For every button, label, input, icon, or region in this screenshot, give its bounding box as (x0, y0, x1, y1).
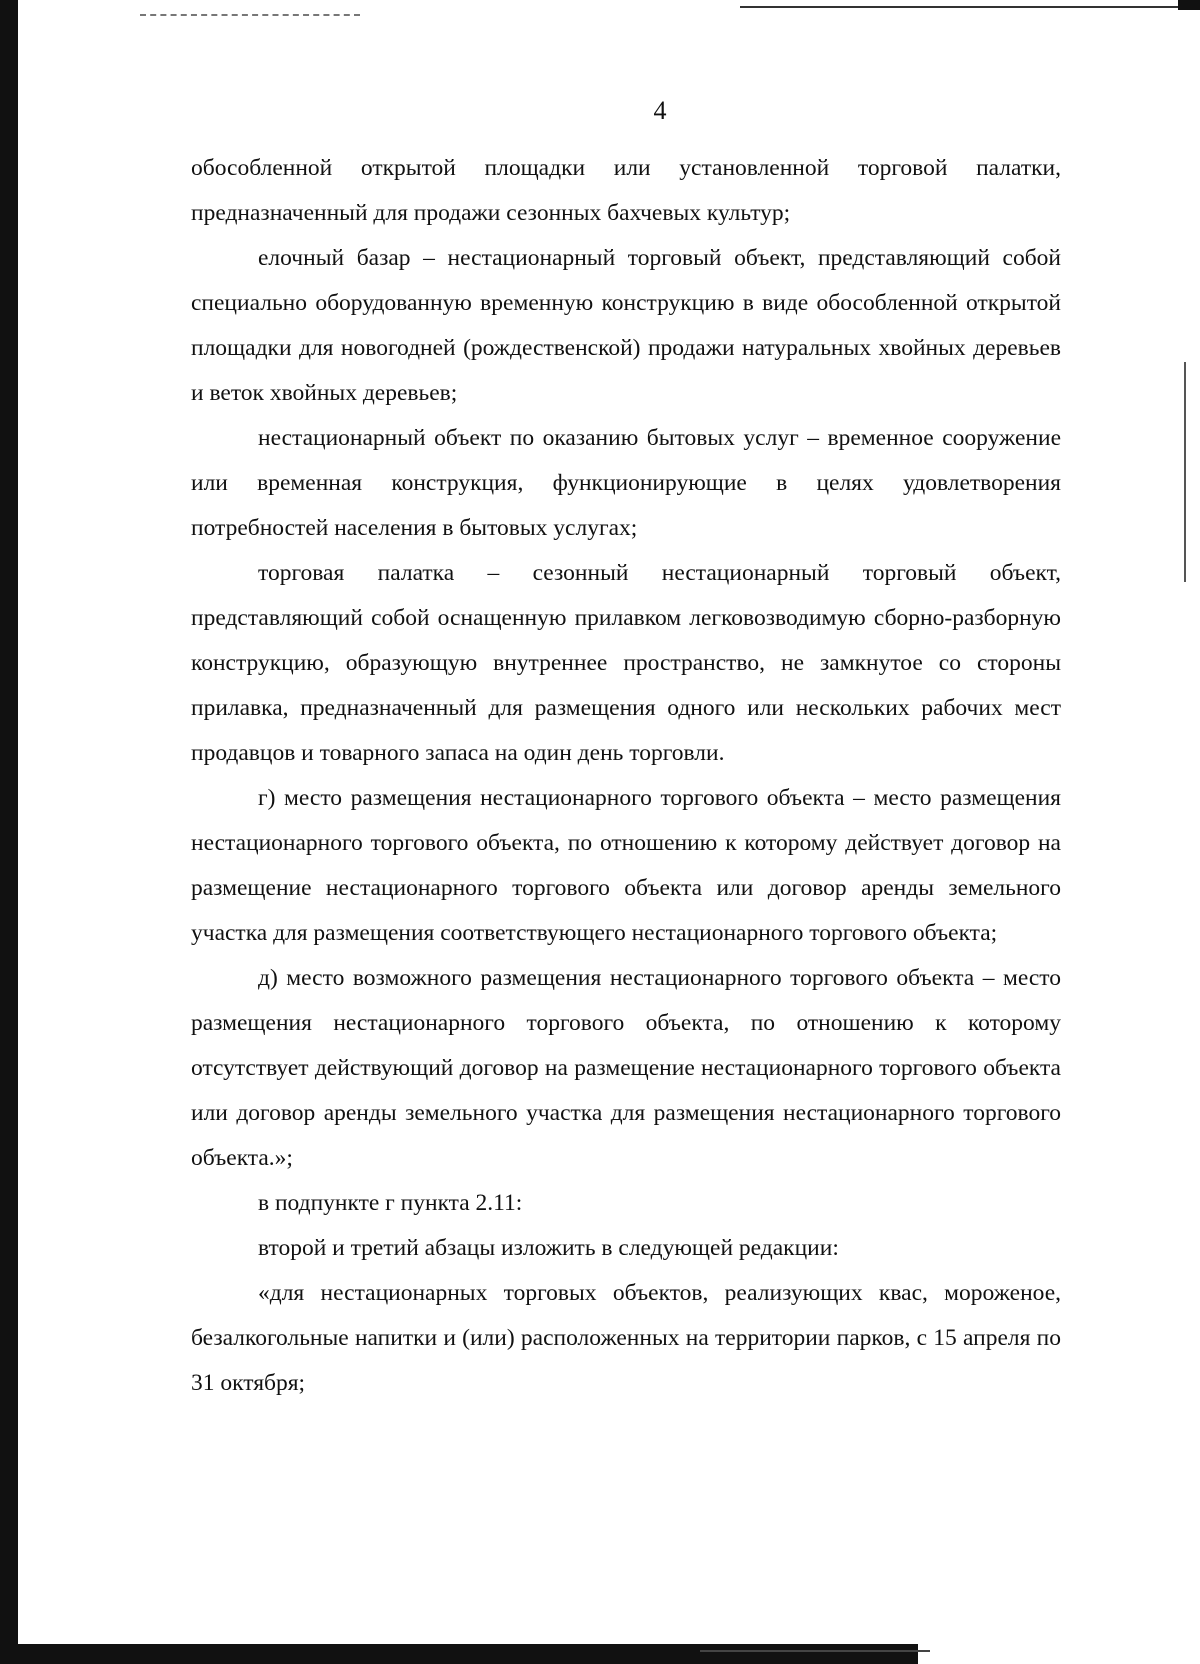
document-body (191, 146, 1061, 1406)
scan-edge-left (0, 0, 18, 1664)
scan-line-bottom (700, 1650, 930, 1652)
paragraph-quote-start: «для нестационарных торговых объектов, реализующих квас, мороженое, безалкогольные напитки и (или) расположенных на территории парков, с 15 апреля по 31 октября; (191, 1280, 1061, 1396)
paragraph-continuation: обособленной открытой площадки или установленной торговой палатки, предназначенный для продажи сезонных бахчевых культур; (191, 155, 1061, 226)
paragraph-trade-tent: торговая палатка – сезонный нестационарный торговый объект, представляющий собой оснащенную прилавком легковозводимую сборно-разборную конструкцию, образующую внутреннее пространство, не замкнутое со стороны прилавка, предназначенный для размещения одного или нескольких рабочих мест продавцов и товарного запаса на один день торговли. (191, 560, 1061, 766)
paragraph-subpoint: в подпункте г пункта 2.11: (258, 1190, 523, 1216)
paragraph-instruction: второй и третий абзацы изложить в следующей редакции: (258, 1235, 839, 1261)
scan-line-top-left (140, 14, 360, 16)
page-number: 4 (653, 96, 667, 125)
paragraph-item-d: д) место возможного размещения нестационарного торгового объекта – место размещения нестационарного торгового объекта, по отношению к которому отсутствует действующий договор на размещение нестационарного торгового объекта или договор аренды земельного участка для размещения нестационарного торгового объекта.»; (191, 965, 1061, 1171)
paragraph-christmas-market: елочный базар – нестационарный торговый объект, представляющий собой специально оборудованную временную конструкцию в виде обособленной открытой площадки для новогодней (рождественской) продажи натуральных хвойных деревьев и веток хвойных деревьев; (191, 245, 1061, 406)
scan-line-right (1184, 362, 1186, 582)
scan-mark-top-right (1178, 0, 1200, 10)
scan-edge-bottom (18, 1644, 918, 1664)
paragraph-household-services: нестационарный объект по оказанию бытовых услуг – временное сооружение или временная конструкция, функционирующие в целях удовлетворения потребностей населения в бытовых услугах; (191, 425, 1061, 541)
paragraph-item-g: г) место размещения нестационарного торгового объекта – место размещения нестационарного торгового объекта, по отношению к которому действует договор на размещение нестационарного торгового объекта или договор аренды земельного участка для размещения соответствующего нестационарного торгового объекта; (191, 785, 1061, 946)
scan-line-top-right (740, 6, 1180, 8)
